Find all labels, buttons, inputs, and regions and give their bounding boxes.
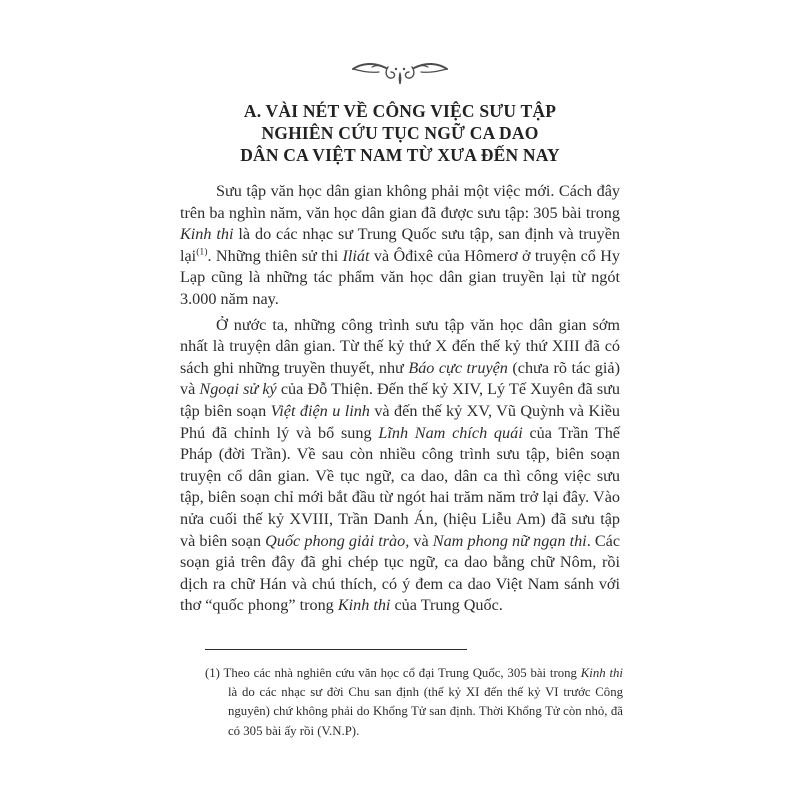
footnote-separator [205,649,467,650]
body-paragraph-1: Sưu tập văn học dân gian không phải một việc mới. Cách đây trên ba nghìn năm, văn học dân gian đã được sưu tập: 305 bài trong Kinh thi là do các nhạc sư Trung Quốc sưu tập, san định và truyền lại$^{(1)}$. Những thiên sử thi Iliát và Ôđixê của Hômerơ ở truyện cổ Hy Lạp cũng là những tác phẩm văn học dân gian truyền lại từ ngót 3.000 năm nay. [180,182,621,308]
section-heading [180,100,620,166]
heading-line-2: NGHIÊN CỨU TỤC NGỮ CA DAO [261,123,539,143]
body-text [180,181,620,617]
footnote-text: (1) Theo các nhà nghiên cứu văn học cổ đại Trung Quốc, 305 bài trong Kinh thi là do các nhạc sư đời Chu san định (thế kỷ XI đến thế kỷ VI trước Công nguyên) chứ không phải do Khổng Tử san định. Thời Khổng Tử còn nhỏ, đã có 305 bài ấy rồi (V.N.P). [205,665,623,738]
heading-line-1: A. VÀI NÉT VỀ CÔNG VIỆC SƯU TẬP [243,101,557,121]
text-block [180,58,623,754]
heading-line-3: DÂN CA VIỆT NAM TỪ XƯA ĐẾN NAY [240,145,560,165]
ornament-flourish-icon [350,58,450,88]
footnote-area [180,649,623,741]
body-paragraph-2: Ở nước ta, những công trình sưu tập văn học dân gian sớm nhất là truyện dân gian. Từ thế kỷ thứ X đến thế kỷ thứ XIII đã có sách ghi những truyền thuyết, như Báo cực truyện (chưa rõ tác giả) và Ngoại sử ký của Đỗ Thiện. Đến thế kỷ XIV, Lý Tế Xuyên đã sưu tập biên soạn Việt điện u linh và đến thế kỷ XV, Vũ Quỳnh và Kiều Phú đã chỉnh lý và bổ sung Lĩnh Nam chích quái của Trần Thế Pháp (đời Trần). Về sau còn nhiều công trình sưu tập, biên soạn truyện cổ dân gian. Về tục ngữ, ca dao, dân ca thì công việc sưu tập, biên soạn chỉ mới bắt đầu từ ngót hai trăm năm trở lại đây. Vào nửa cuối thế kỷ XVIII, Trần Danh Án, (hiệu Liễu Am) đã sưu tập và biên soạn Quốc phong giải trào, và Nam phong nữ ngạn thi. Các soạn giả trên đây đã ghi chép tục ngữ, ca dao bằng chữ Nôm, rồi dịch ra chữ Hán và chú thích, có ý đem ca dao Việt Nam sánh với thơ “quốc phong” trong Kinh thi của Trung Quốc. [180,315,621,615]
